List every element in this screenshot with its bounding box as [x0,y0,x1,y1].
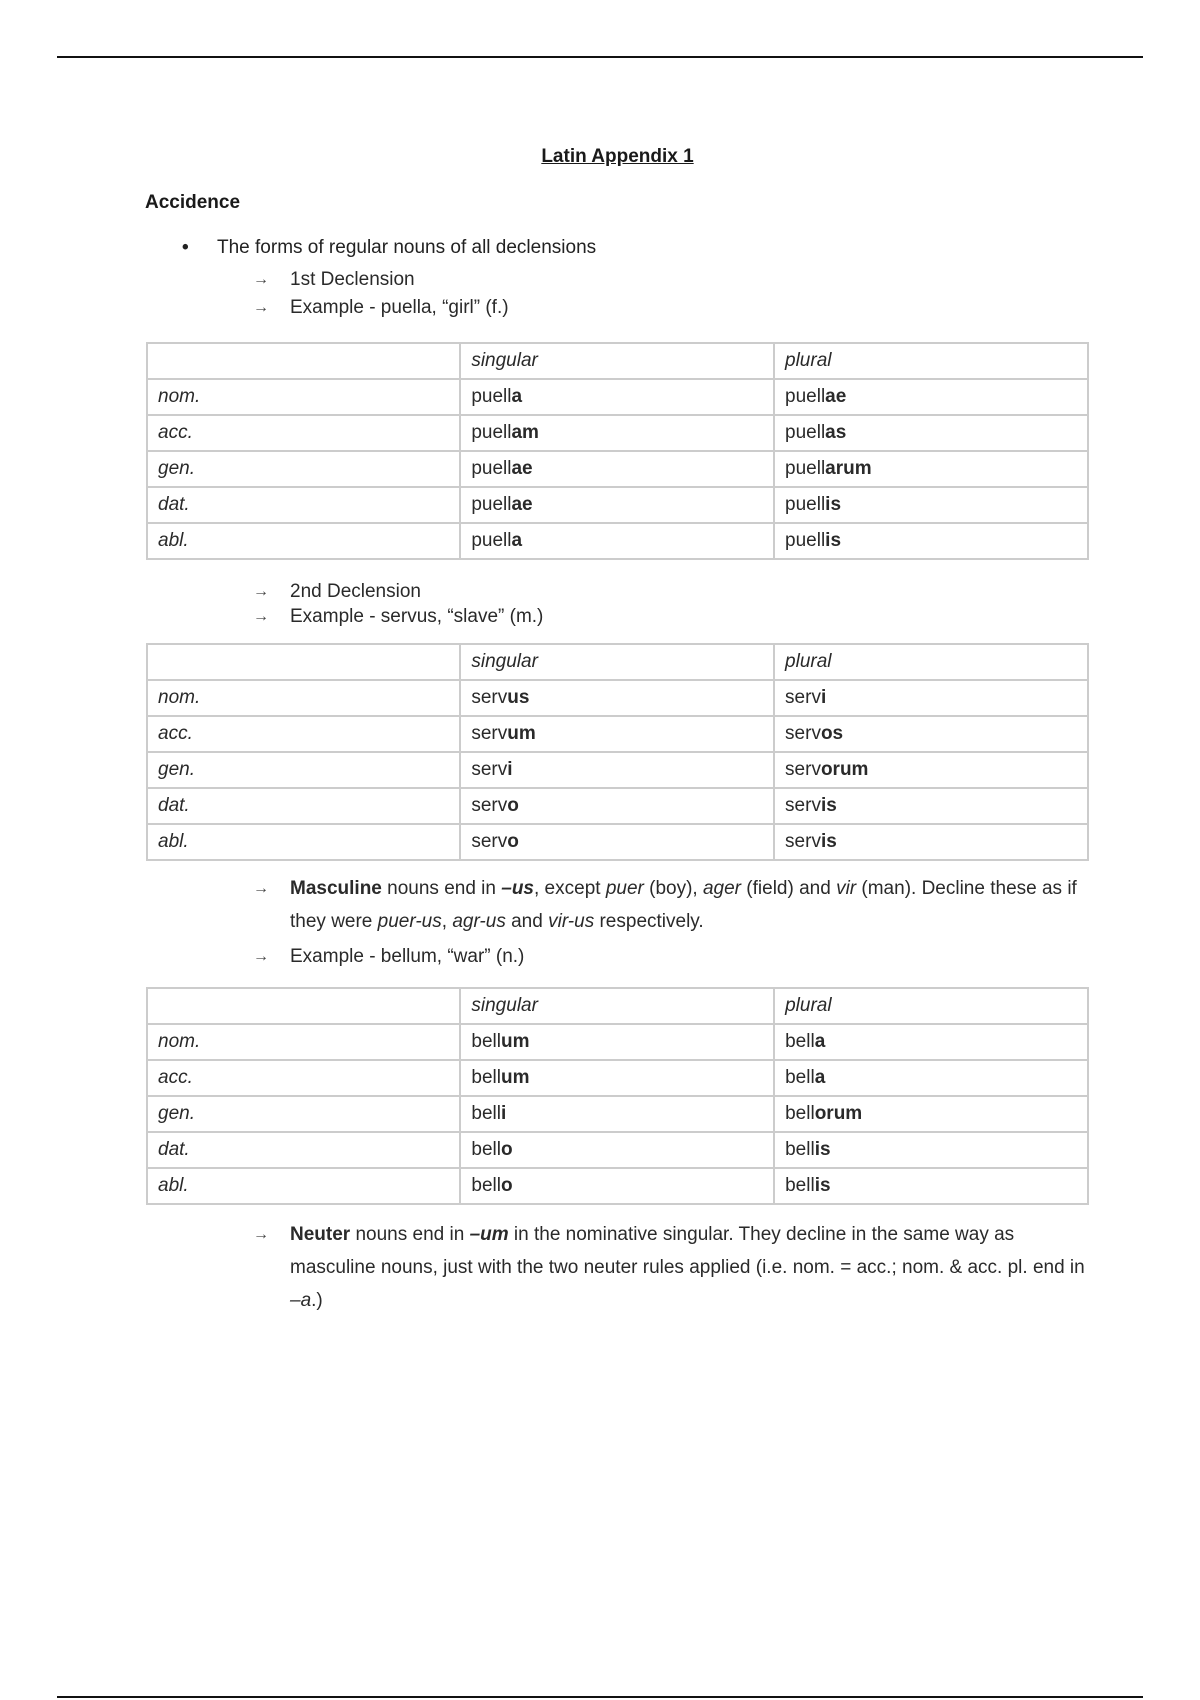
table-header-row [147,644,1088,680]
form-ending: am [511,422,539,443]
form-stem: puell [471,422,512,443]
declension-table-first [146,342,1089,560]
table-row [147,487,1088,523]
header-rule [57,56,1143,58]
table-row [147,824,1088,860]
singular-form-cell [460,379,774,415]
singular-form-cell [460,415,774,451]
form-ending: orum [814,1103,863,1124]
singular-form-cell [460,1168,774,1204]
table-row [147,415,1088,451]
singular-form-cell [460,487,774,523]
header-plural: plural [774,343,1088,379]
table-row [147,1024,1088,1060]
case-cell: nom. [147,680,460,716]
case-cell: acc. [147,415,460,451]
singular-form-cell [460,752,774,788]
plural-form-cell [774,451,1088,487]
form-ending: o [500,1139,513,1160]
form-stem: puell [471,494,512,515]
singular-form-cell [460,523,774,559]
form-stem: puell [785,422,826,443]
table-corner-cell [147,644,460,680]
case-cell: abl. [147,824,460,860]
plural-form-cell [774,1024,1088,1060]
form-ending: as [825,422,847,443]
form-ending: is [814,1175,831,1196]
plural-form-cell [774,487,1088,523]
plural-form-cell [774,1132,1088,1168]
form-ending: os [820,723,844,744]
form-ending: o [507,795,519,816]
case-cell: dat. [147,788,460,824]
case-cell: gen. [147,451,460,487]
table-corner-cell [147,988,460,1024]
singular-form-cell [460,1096,774,1132]
table-corner-cell [147,343,460,379]
arrow-icon: → [253,299,269,316]
singular-form-cell [460,788,774,824]
declension-table-second [146,643,1089,861]
form-ending: orum [820,759,869,780]
case-cell: abl. [147,523,460,559]
table-row [147,1096,1088,1132]
table-row [147,1168,1088,1204]
footer-rule [57,1696,1143,1698]
case-cell: dat. [147,1132,460,1168]
singular-form-cell [460,716,774,752]
form-ending: is [825,530,842,551]
form-ending: is [820,795,837,816]
plural-form-cell [774,824,1088,860]
form-stem: puell [471,530,512,551]
arrow-icon: → [253,583,269,600]
case-cell: gen. [147,752,460,788]
case-cell: nom. [147,1024,460,1060]
form-stem: bell [785,1031,815,1052]
form-stem: bell [785,1139,815,1160]
form-stem: serv [785,759,821,780]
form-ending: ae [511,458,533,479]
neuter-note-text: Neuter nouns end in –um in the nominative singular. They decline in the same way as masculine nouns, just with the two neuter rules applied (i.e. nom. = acc.; nom. & acc. pl. end in –a.) [290,1224,1085,1311]
page-title: Latin Appendix 1 [541,146,694,167]
case-cell: dat. [147,487,460,523]
form-ending: is [820,831,837,852]
form-stem: serv [471,759,508,780]
form-ending: o [507,831,519,852]
form-stem: serv [471,723,508,744]
table-row [147,379,1088,415]
form-stem: serv [785,687,821,708]
plural-form-cell [774,1060,1088,1096]
singular-form-cell [460,1132,774,1168]
plural-form-cell [774,788,1088,824]
form-ending: ae [825,386,847,407]
singular-form-cell [460,1060,774,1096]
form-ending: a [511,386,523,407]
form-ending: is [825,494,842,515]
form-ending: arum [825,458,872,479]
table-header-row [147,988,1088,1024]
arrow-icon: → [253,880,269,897]
case-cell: acc. [147,716,460,752]
form-ending: is [814,1139,831,1160]
form-ending: a [814,1067,826,1088]
form-stem: puell [785,386,826,407]
header-singular: singular [460,644,774,680]
bullet-text: The forms of regular nouns of all declensions [217,237,597,258]
table-row [147,680,1088,716]
arrow-icon: → [253,948,269,965]
form-stem: bell [471,1175,501,1196]
table-row [147,1060,1088,1096]
singular-form-cell [460,1024,774,1060]
form-stem: serv [785,795,821,816]
table-row [147,752,1088,788]
header-plural: plural [774,988,1088,1024]
plural-form-cell [774,1168,1088,1204]
case-cell: gen. [147,1096,460,1132]
form-stem: puell [785,530,826,551]
form-ending: ae [511,494,533,515]
declension-table-third [146,987,1089,1205]
form-ending: i [820,687,827,708]
header-singular: singular [460,988,774,1024]
form-ending: o [500,1175,513,1196]
singular-form-cell [460,680,774,716]
plural-form-cell [774,523,1088,559]
form-ending: a [814,1031,826,1052]
form-stem: puell [785,494,826,515]
plural-form-cell [774,415,1088,451]
singular-form-cell [460,824,774,860]
form-ending: um [507,723,536,744]
form-ending: um [500,1067,530,1088]
section-heading: Accidence [145,192,241,213]
form-stem: bell [471,1139,501,1160]
form-stem: bell [785,1175,815,1196]
form-ending: a [511,530,523,551]
form-stem: serv [471,687,508,708]
form-stem: bell [785,1103,815,1124]
form-stem: bell [471,1031,501,1052]
table-row [147,1132,1088,1168]
form-stem: puell [785,458,826,479]
singular-form-cell [460,451,774,487]
header-plural: plural [774,644,1088,680]
header-singular: singular [460,343,774,379]
masculine-note-text: Masculine nouns end in –us, except puer (boy), ager (field) and vir (man). Decline these as if they were puer-us, agr-us and vir-us respectively. [290,878,1077,932]
plural-form-cell [774,1096,1088,1132]
case-cell: abl. [147,1168,460,1204]
form-stem: puell [471,458,512,479]
form-stem: bell [471,1103,501,1124]
form-stem: serv [785,831,821,852]
form-stem: serv [471,795,508,816]
case-cell: acc. [147,1060,460,1096]
form-stem: serv [471,831,508,852]
form-ending: i [500,1103,507,1124]
plural-form-cell [774,716,1088,752]
plural-form-cell [774,379,1088,415]
case-cell: nom. [147,379,460,415]
table-row [147,716,1088,752]
table-row [147,451,1088,487]
arrow-icon: → [253,1226,269,1243]
form-stem: puell [471,386,512,407]
arrow-icon: → [253,608,269,625]
table-row [147,523,1088,559]
form-ending: us [507,687,530,708]
form-stem: bell [785,1067,815,1088]
form-ending: um [500,1031,530,1052]
bullet-dot-icon: • [182,237,189,258]
plural-form-cell [774,680,1088,716]
arrow-icon: → [253,271,269,288]
table-header-row [147,343,1088,379]
table-row [147,788,1088,824]
form-stem: bell [471,1067,501,1088]
form-stem: serv [785,723,821,744]
form-ending: i [507,759,513,780]
plural-form-cell [774,752,1088,788]
